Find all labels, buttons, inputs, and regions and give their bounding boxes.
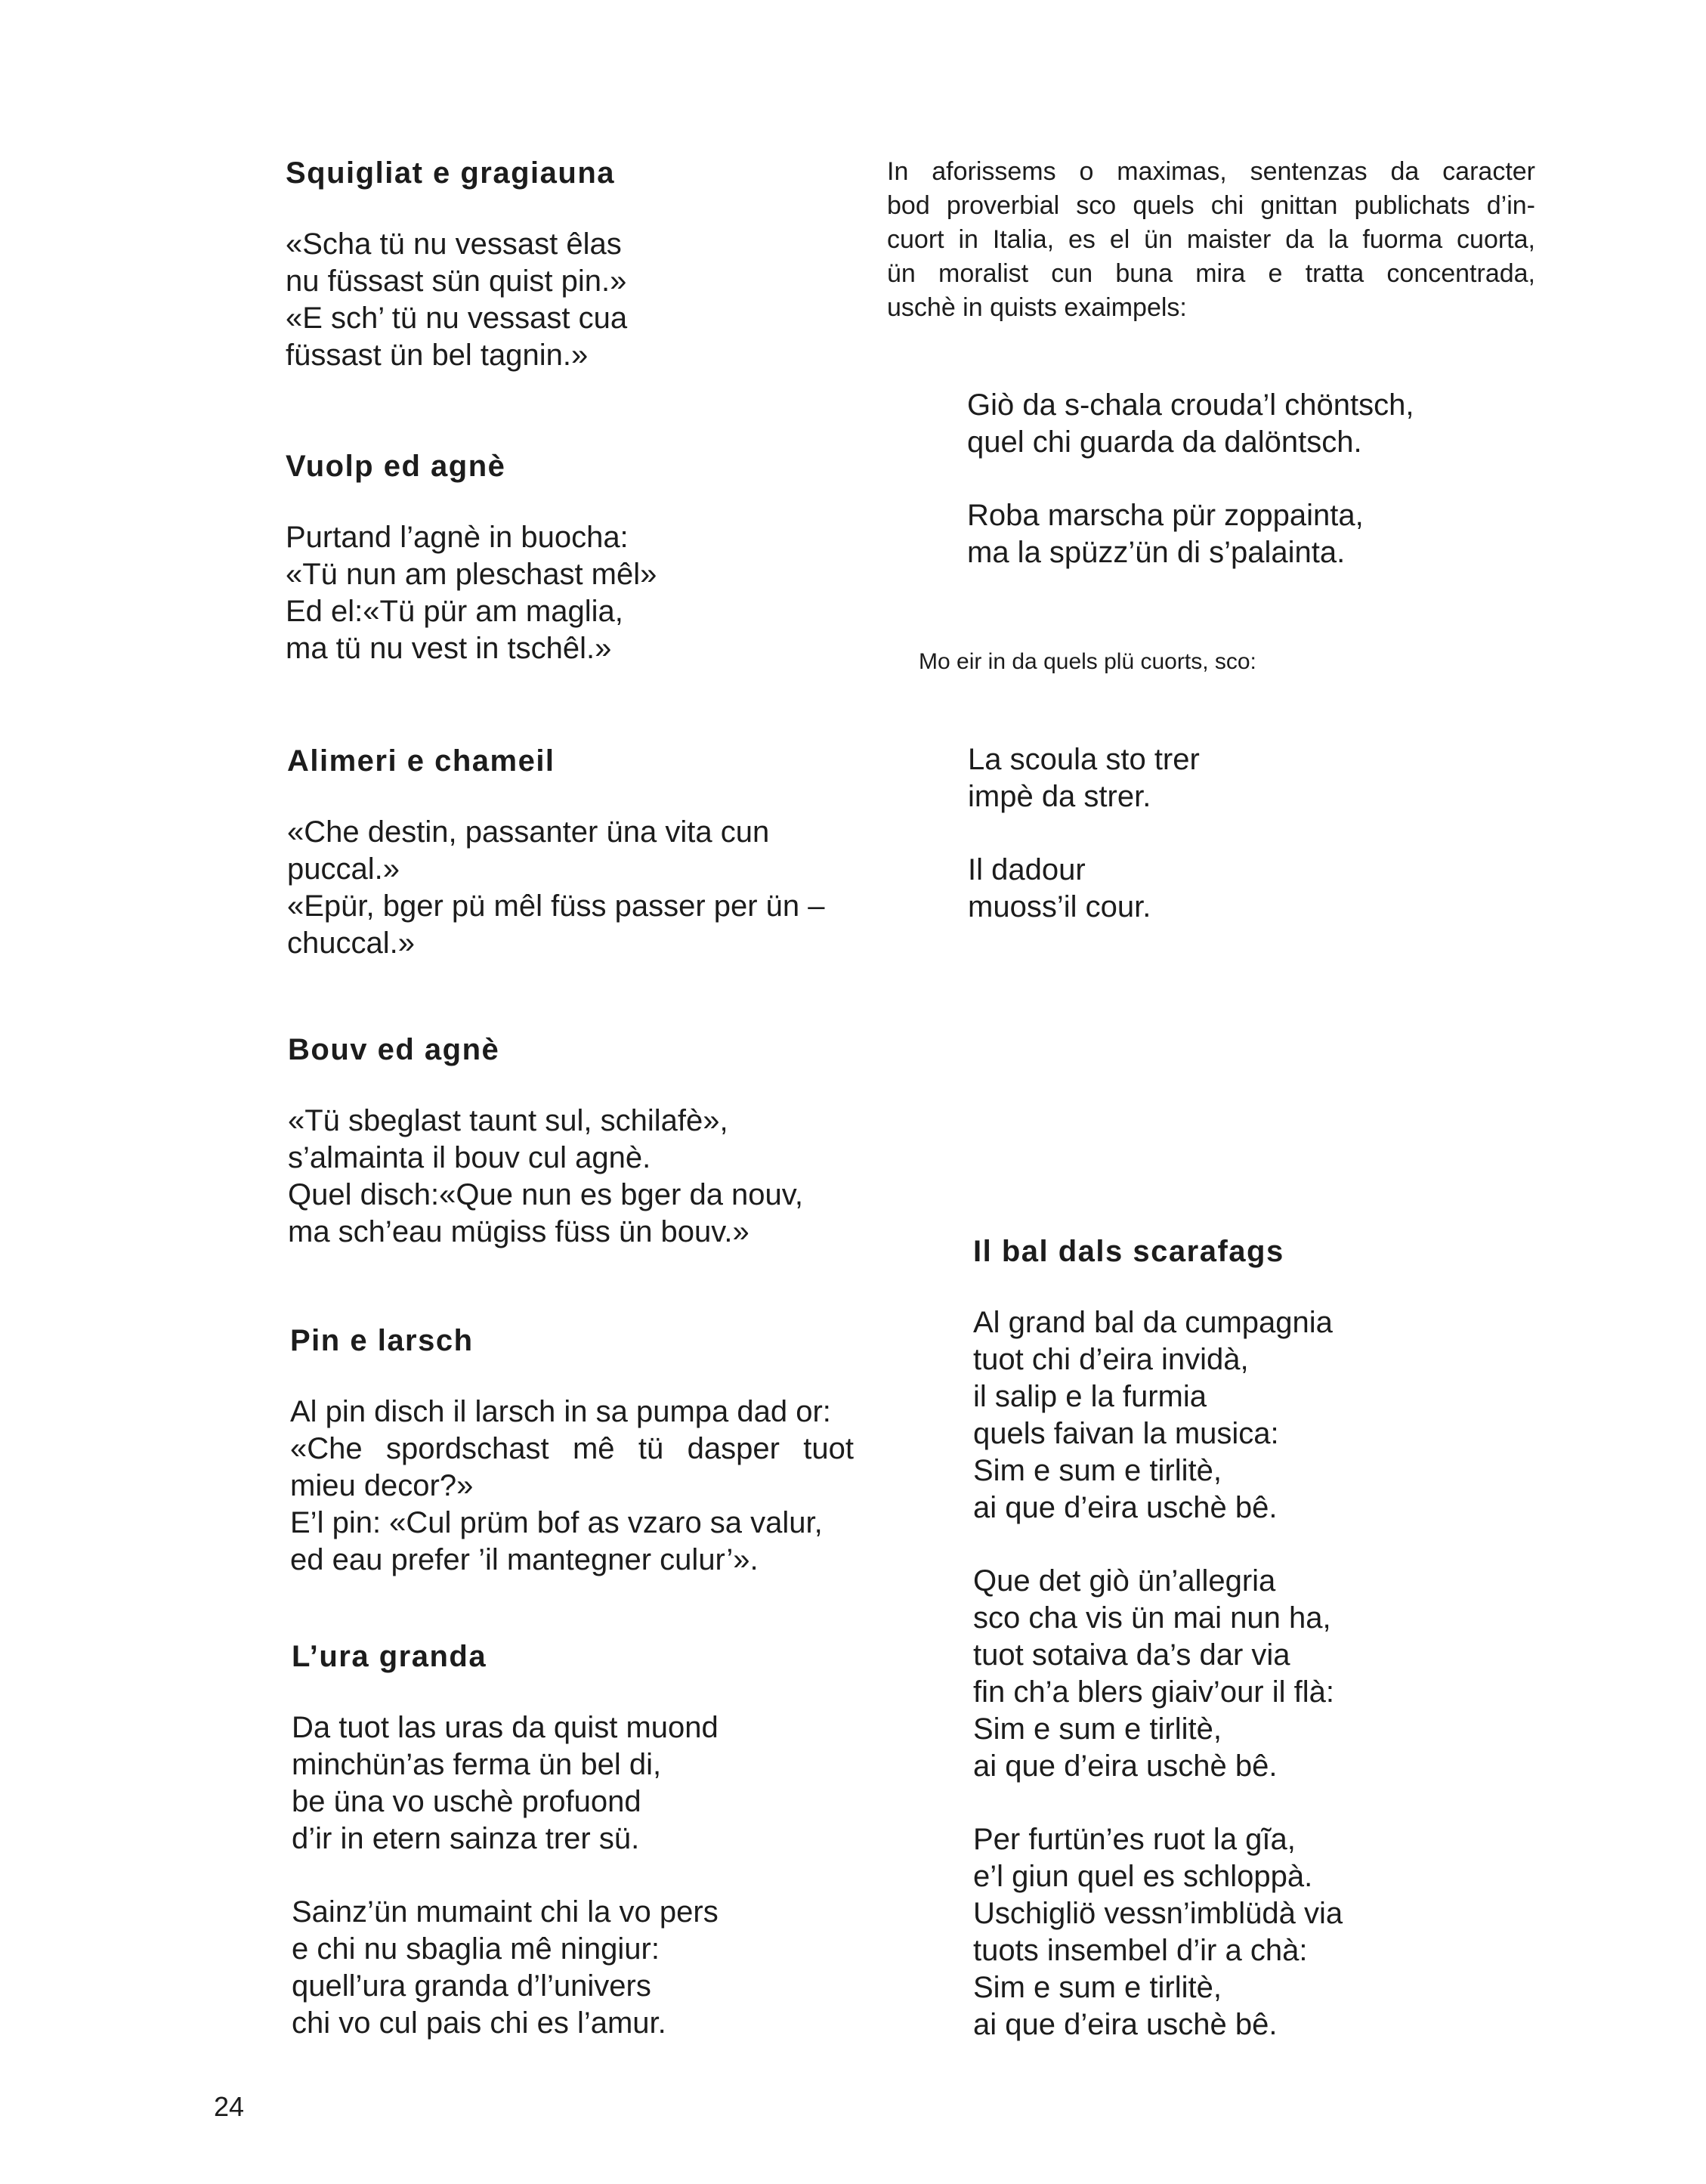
poem-line: s’almainta il bouv cul agnè. (288, 1141, 651, 1174)
poem-stanza (973, 1821, 1343, 2043)
poem-line: minchün’as ferma ün bel di, (292, 1748, 662, 1781)
poem-line: ai que d’eira uschè bê. (973, 1749, 1278, 1783)
maxims-group-2 (968, 741, 1200, 926)
maxim-line: La scoula sto trer (968, 743, 1200, 776)
section-title: Squigliat e gragiauna (286, 156, 616, 190)
poem-line: «Tü nun am pleschast mêl» (286, 558, 657, 591)
poem-line: Uschigliö vessn’imblüdà via (973, 1897, 1343, 1930)
poem-line: Que det giò ün’allegria (973, 1564, 1276, 1598)
poem-text (292, 1709, 719, 2042)
poem-stanza (973, 1563, 1343, 1785)
poem-line: ai que d’eira uschè bê. (973, 2008, 1278, 2041)
poem-line: füssast ün bel tagnin.» (286, 339, 589, 372)
maxim-line: muoss’il cour. (968, 890, 1151, 923)
poem-line: ma sch’eau mügiss füss ün bouv.» (288, 1215, 749, 1248)
poem-line: be üna vo uschè profuond (292, 1785, 641, 1818)
maxim (968, 852, 1200, 926)
section-pin-larsch (290, 1322, 854, 1579)
poem-line: «Scha tü nu vessast êlas (286, 227, 622, 261)
maxim (968, 741, 1200, 815)
page-number: 24 (214, 2091, 245, 2122)
poem-line: Sim e sum e tirlitè, (973, 1712, 1222, 1746)
poem-text (286, 519, 657, 667)
maxim (967, 387, 1414, 461)
poem-text (973, 1304, 1343, 2043)
poem-text (287, 814, 825, 962)
poem-line: Per furtün’es ruot la gĩa, (973, 1823, 1296, 1856)
maxims-group-1 (967, 387, 1414, 571)
poem-line: «Epür, bger pü mêl füss passer per ün – (287, 889, 825, 923)
section-bouv (288, 1032, 803, 1251)
poem-text (286, 226, 627, 374)
poem-line: chi vo cul pais chi es l’amur. (292, 2006, 666, 2040)
prose-line: cuort in Italia, es el ün maister da la fuorma cuorta, (887, 225, 1535, 254)
maxim-line: Giò da s-chala crouda’l chöntsch, (967, 388, 1414, 422)
intro-paragraph (887, 155, 1535, 325)
poem-line: tuot chi d’eira invidà, (973, 1343, 1249, 1376)
poem-line: ed eau prefer ’il mantegner culur’». (290, 1543, 759, 1576)
maxim-line: impè da strer. (968, 780, 1151, 813)
poem-line: puccal.» (287, 852, 400, 886)
poem-line: Purtand l’agnè in buocha: (286, 521, 629, 554)
poem-line: Al pin disch il larsch in sa pumpa dad or: (290, 1395, 831, 1428)
poem-line: «Tü sbeglast taunt sul, schilafè», (288, 1104, 728, 1137)
poem-line: ai que d’eira uschè bê. (973, 1491, 1278, 1524)
poem-line: quell’ura granda d’l’univers (292, 1969, 651, 2003)
poem-line: chuccal.» (287, 926, 415, 960)
prose-line: In aforissems o maximas, sentenzas da caracter (887, 157, 1535, 186)
poem-line: nu füssast sün quist pin.» (286, 264, 627, 298)
section-title: Vuolp ed agnè (286, 450, 506, 483)
section-squigliat (286, 155, 627, 374)
poem-text (288, 1103, 803, 1251)
poem-line: e chi nu sbaglia mê ningiur: (292, 1932, 660, 1966)
poem-line: ma tü nu vest in tschêl.» (286, 632, 612, 665)
connector-text: Mo eir in da quels plü cuorts, sco: (919, 649, 1256, 674)
poem-stanza (973, 1304, 1343, 1527)
maxim (967, 497, 1414, 571)
poem-line: d’ir in etern sainza trer sü. (292, 1822, 640, 1855)
poem-line: Al grand bal da cumpagnia (973, 1306, 1333, 1339)
section-title: Il bal dals scarafags (973, 1235, 1284, 1268)
poem-line: Da tuot las uras da quist muond (292, 1711, 719, 1744)
section-title: L’ura granda (292, 1640, 487, 1673)
section-ura-granda (292, 1638, 719, 2042)
poem-stanza (292, 1709, 719, 1858)
poem-line: sco cha vis ün mai nun ha, (973, 1601, 1331, 1635)
poem-text (290, 1394, 854, 1579)
poem-line: e’l giun quel es schloppà. (973, 1860, 1313, 1893)
section-alimeri (287, 743, 825, 962)
poem-line: mieu decor?» (290, 1469, 474, 1502)
poem-line: quels faivan la musica: (973, 1417, 1279, 1450)
poem-line: Sainz’ün mumaint chi la vo pers (292, 1895, 719, 1929)
section-bal-scarafags (973, 1233, 1343, 2043)
poem-line: «Che spordschast mê tü dasper tuot (290, 1432, 854, 1465)
section-title: Bouv ed agnè (288, 1033, 500, 1066)
poem-line: Sim e sum e tirlitè, (973, 1971, 1222, 2004)
poem-line: Ed el:«Tü pür am maglia, (286, 595, 623, 628)
poem-line: «Che destin, passanter üna vita cun (287, 815, 770, 849)
poem-line: Sim e sum e tirlitè, (973, 1454, 1222, 1487)
maxim-line: ma la spüzz’ün di s’palainta. (967, 536, 1346, 569)
poem-line: fin ch’a blers giaiv’our il flà: (973, 1675, 1334, 1709)
poem-line: E’l pin: «Cul prüm bof as vzaro sa valur, (290, 1506, 823, 1539)
prose-line: ün moralist cun buna mira e tratta concentrada, (887, 259, 1535, 288)
prose-line: bod proverbial sco quels chi gnittan publichats d’in- (887, 191, 1535, 220)
poem-line: tuot sotaiva da’s dar via (973, 1638, 1290, 1672)
maxim-line: Roba marscha pür zoppainta, (967, 499, 1364, 532)
poem-line: «E sch’ tü nu vessast cua (286, 302, 628, 335)
prose-line: uschè in quists exaimpels: (887, 293, 1187, 322)
maxim-line: quel chi guarda da dalöntsch. (967, 425, 1362, 459)
poem-line: Quel disch:«Que nun es bger da nouv, (288, 1178, 803, 1211)
poem-line: tuots insembel d’ir a chà: (973, 1934, 1308, 1967)
maxim-line: Il dadour (968, 853, 1086, 886)
poem-stanza (292, 1894, 719, 2042)
poem-line: il salip e la furmia (973, 1380, 1207, 1413)
section-title: Pin e larsch (290, 1324, 474, 1357)
section-vuolp (286, 448, 657, 667)
section-title: Alimeri e chameil (287, 744, 555, 778)
